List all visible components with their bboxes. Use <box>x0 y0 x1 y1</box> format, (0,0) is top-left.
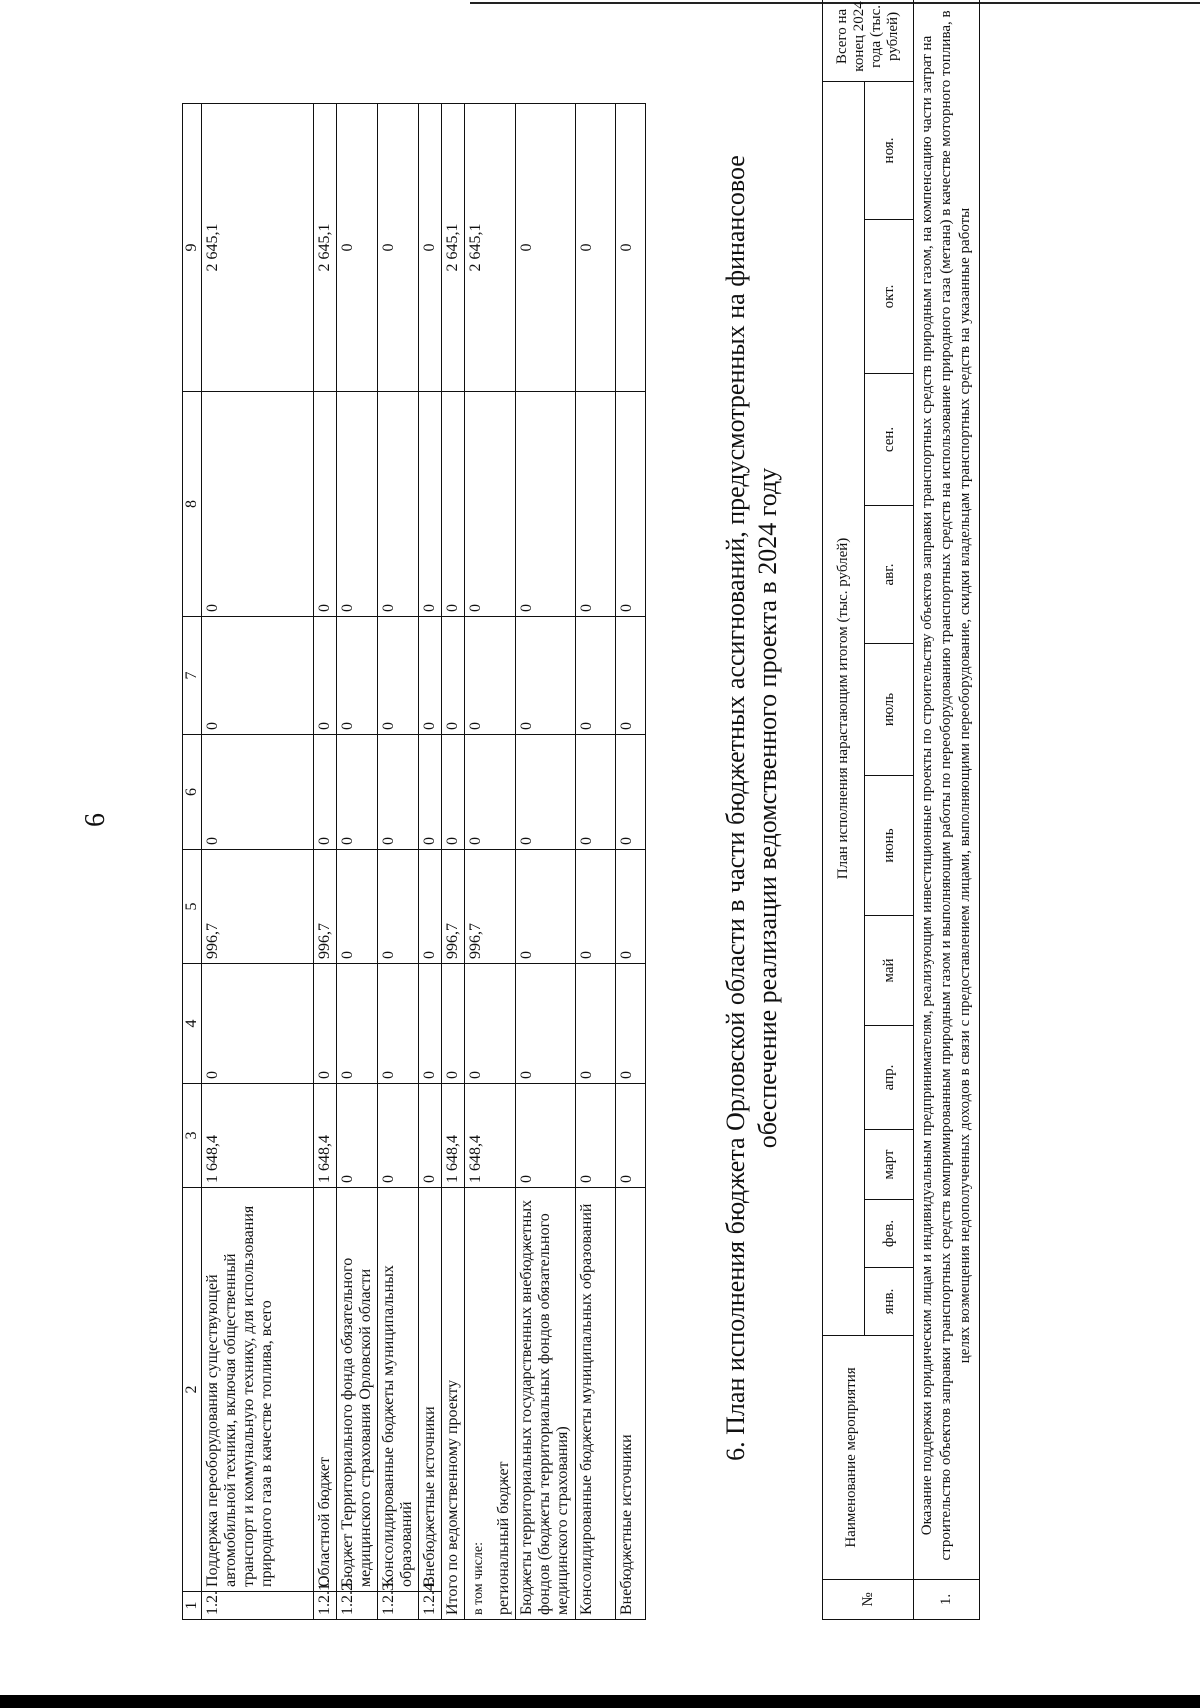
cell-value: 0 <box>616 964 646 1084</box>
cell-value: 0 <box>516 617 576 735</box>
column-number: 1 <box>183 1592 202 1620</box>
row-number: 1.2. <box>202 1592 314 1620</box>
page-number: 6 <box>80 813 111 827</box>
cell-value: 2 645,1 <box>314 104 337 392</box>
cell-value: 0 <box>378 617 419 735</box>
col-number-header: № <box>823 1580 914 1620</box>
row-number: 1. <box>914 1580 980 1620</box>
month-header: янв. <box>865 1268 914 1336</box>
cell-value: 0 <box>442 735 465 850</box>
cell-value: 0 <box>314 617 337 735</box>
cell-value: 0 <box>419 104 442 392</box>
table-header-row <box>823 0 865 1620</box>
cell-value: 0 <box>337 964 378 1084</box>
cell-value: 0 <box>442 617 465 735</box>
cell-value: 1 648,4 <box>314 1084 337 1188</box>
cell-value: 0 <box>314 735 337 850</box>
cell-value: 996,7 <box>202 850 314 964</box>
month-header: июнь <box>865 776 914 916</box>
cell-value: 0 <box>314 392 337 617</box>
table-row <box>442 104 465 1620</box>
column-number: 8 <box>183 392 202 617</box>
cell-value: 0 <box>337 1084 378 1188</box>
section-title <box>720 18 784 1598</box>
cell-value: 0 <box>576 964 616 1084</box>
cell-value: 0 <box>419 735 442 850</box>
row-name: Консолидированные бюджеты муниципальных образований <box>378 1188 419 1592</box>
column-number: 3 <box>183 1084 202 1188</box>
cell-value: 0 <box>337 850 378 964</box>
cell-value: 0 <box>516 1084 576 1188</box>
cell-value: 996,7 <box>314 850 337 964</box>
cell-value: 0 <box>616 850 646 964</box>
cell-value: 0 <box>616 735 646 850</box>
row-name: Поддержка переоборудования существующей автомобильной техники, включая общественный транспорт и коммунальную технику, для использования природного газа в качестве топлива, всего <box>202 1188 314 1592</box>
table-row <box>337 104 378 1620</box>
column-number-row <box>183 104 202 1620</box>
month-header: май <box>865 916 914 1026</box>
cell-value: 0 <box>378 1084 419 1188</box>
table-row <box>419 104 442 1620</box>
activity-description: Оказание поддержки юридическим лицам и индивидуальным предпринимателям, реализующим инвестиционные проекты по строительству объектов заправки транспортных средств природным газом, на компенсацию части затрат на строительство объектов заправки транспортных средств компримированным природным газом и выполняющим работы по переоборудованию транспортных средств на использование природного газа (метана) в качестве моторного топлива, в целях возмещения недополученных доходов в связи с предоставлением лицами, выполняющими переоборудование, скидки владельцам транспортных средств на указанные работы <box>914 0 980 1580</box>
cell-value: 0 <box>337 735 378 850</box>
cell-value: 0 <box>616 617 646 735</box>
cell-value: 0 <box>202 617 314 735</box>
cell-value: 0 <box>337 104 378 392</box>
cell-value: 0 <box>337 617 378 735</box>
cell-value: 996,7 <box>442 850 465 964</box>
cell-value: 0 <box>378 735 419 850</box>
cell-value: 0 <box>516 850 576 964</box>
cell-value: 0 <box>202 964 314 1084</box>
cell-value: 2 645,1 <box>442 104 465 392</box>
month-header: авг. <box>865 506 914 644</box>
budget-table <box>182 103 646 1620</box>
cell-value: 0 <box>616 1084 646 1188</box>
cell-value: 0 <box>378 392 419 617</box>
cell-value: 0 <box>378 850 419 964</box>
table-row <box>616 104 646 1620</box>
section-title-line1: 6. План исполнения бюджета Орловской области в части бюджетных ассигнований, предусмотренных на финансовое <box>721 155 750 1461</box>
table-row <box>202 104 314 1620</box>
cell-value: 0 <box>419 392 442 617</box>
column-number: 6 <box>183 735 202 850</box>
table-row <box>314 104 337 1620</box>
column-number: 2 <box>183 1188 202 1592</box>
row-name: Бюджет Территориального фонда обязательного медицинского страхования Орловской области <box>337 1188 378 1592</box>
cell-value: 0 <box>419 1084 442 1188</box>
table-row <box>378 104 419 1620</box>
row-name-sub: региональный бюджет <box>495 1461 512 1615</box>
row-name: Внебюджетные источники <box>419 1188 442 1592</box>
month-header: апр. <box>865 1026 914 1130</box>
cell-value: 0 <box>419 964 442 1084</box>
budget-plan-table <box>822 0 980 1620</box>
cell-value: 0 <box>419 850 442 964</box>
cell-value: 0 <box>465 964 516 1084</box>
month-header: сен. <box>865 374 914 506</box>
cell-value: 0 <box>516 104 576 392</box>
month-header: июль <box>865 644 914 776</box>
column-number: 7 <box>183 617 202 735</box>
cell-value: 0 <box>576 617 616 735</box>
cell-value: 0 <box>202 392 314 617</box>
cell-value: 1 648,4 <box>202 1084 314 1188</box>
cell-value: 0 <box>314 964 337 1084</box>
cell-value: 2 645,1 <box>202 104 314 392</box>
month-header: окт. <box>865 220 914 374</box>
col-total-header: Всего на конец 2024 года (тыс. рублей) <box>823 0 914 81</box>
month-header: март <box>865 1130 914 1200</box>
row-name: Итого по ведомственному проекту <box>442 1188 465 1620</box>
row-number: 1.2.3. <box>378 1592 419 1620</box>
row-number: 1.2.1. <box>314 1592 337 1620</box>
row-name: Бюджеты территориальных государственных внебюджетных фондов (бюджеты территориальных фондов обязательного медицинского страхования) <box>516 1188 576 1620</box>
column-number: 9 <box>183 104 202 392</box>
cell-value: 0 <box>419 617 442 735</box>
cell-value: 0 <box>442 964 465 1084</box>
cell-value: 0 <box>465 617 516 735</box>
row-name: Областной бюджет <box>314 1188 337 1592</box>
cell-value: 0 <box>576 392 616 617</box>
cell-value: 0 <box>576 104 616 392</box>
month-header: фев. <box>865 1200 914 1268</box>
cell-value: 0 <box>516 735 576 850</box>
column-number: 5 <box>183 850 202 964</box>
cell-value: 0 <box>616 392 646 617</box>
row-name: Консолидированные бюджеты муниципальных образований <box>576 1188 616 1620</box>
cell-value: 0 <box>337 392 378 617</box>
cell-value: 0 <box>465 735 516 850</box>
cell-value: 0 <box>202 735 314 850</box>
row-name: Внебюджетные источники <box>616 1188 646 1620</box>
table-row <box>516 104 576 1620</box>
col-plan-header: План исполнения нарастающим итогом (тыс. рублей) <box>823 81 865 1335</box>
row-name: в том числе: <box>471 1542 486 1615</box>
col-name-header: Наименование мероприятия <box>823 1336 914 1580</box>
cell-value: 0 <box>576 850 616 964</box>
table-row <box>576 104 616 1620</box>
cell-value: 1 648,4 <box>442 1084 465 1188</box>
cell-value: 0 <box>516 964 576 1084</box>
cell-value: 0 <box>576 1084 616 1188</box>
cell-value: 0 <box>442 392 465 617</box>
cell-value: 996,7 <box>465 850 516 964</box>
month-header: ноя. <box>865 81 914 219</box>
cell-value: 0 <box>465 392 516 617</box>
cell-value: 0 <box>378 964 419 1084</box>
row-number: 1.2.4. <box>419 1592 442 1620</box>
cell-value: 0 <box>378 104 419 392</box>
column-number: 4 <box>183 964 202 1084</box>
cell-value: 0 <box>616 104 646 392</box>
cell-value: 0 <box>516 392 576 617</box>
cell-value: 0 <box>576 735 616 850</box>
section-title-line2: обеспечение реализации ведомственного проекта в 2024 году <box>753 467 782 1149</box>
table-row <box>465 104 516 1620</box>
row-number: 1.2.2. <box>337 1592 378 1620</box>
cell-value: 1 648,4 <box>465 1084 516 1188</box>
table-row <box>914 0 980 1620</box>
row-name-group <box>465 1188 516 1620</box>
cell-value: 2 645,1 <box>465 104 516 392</box>
